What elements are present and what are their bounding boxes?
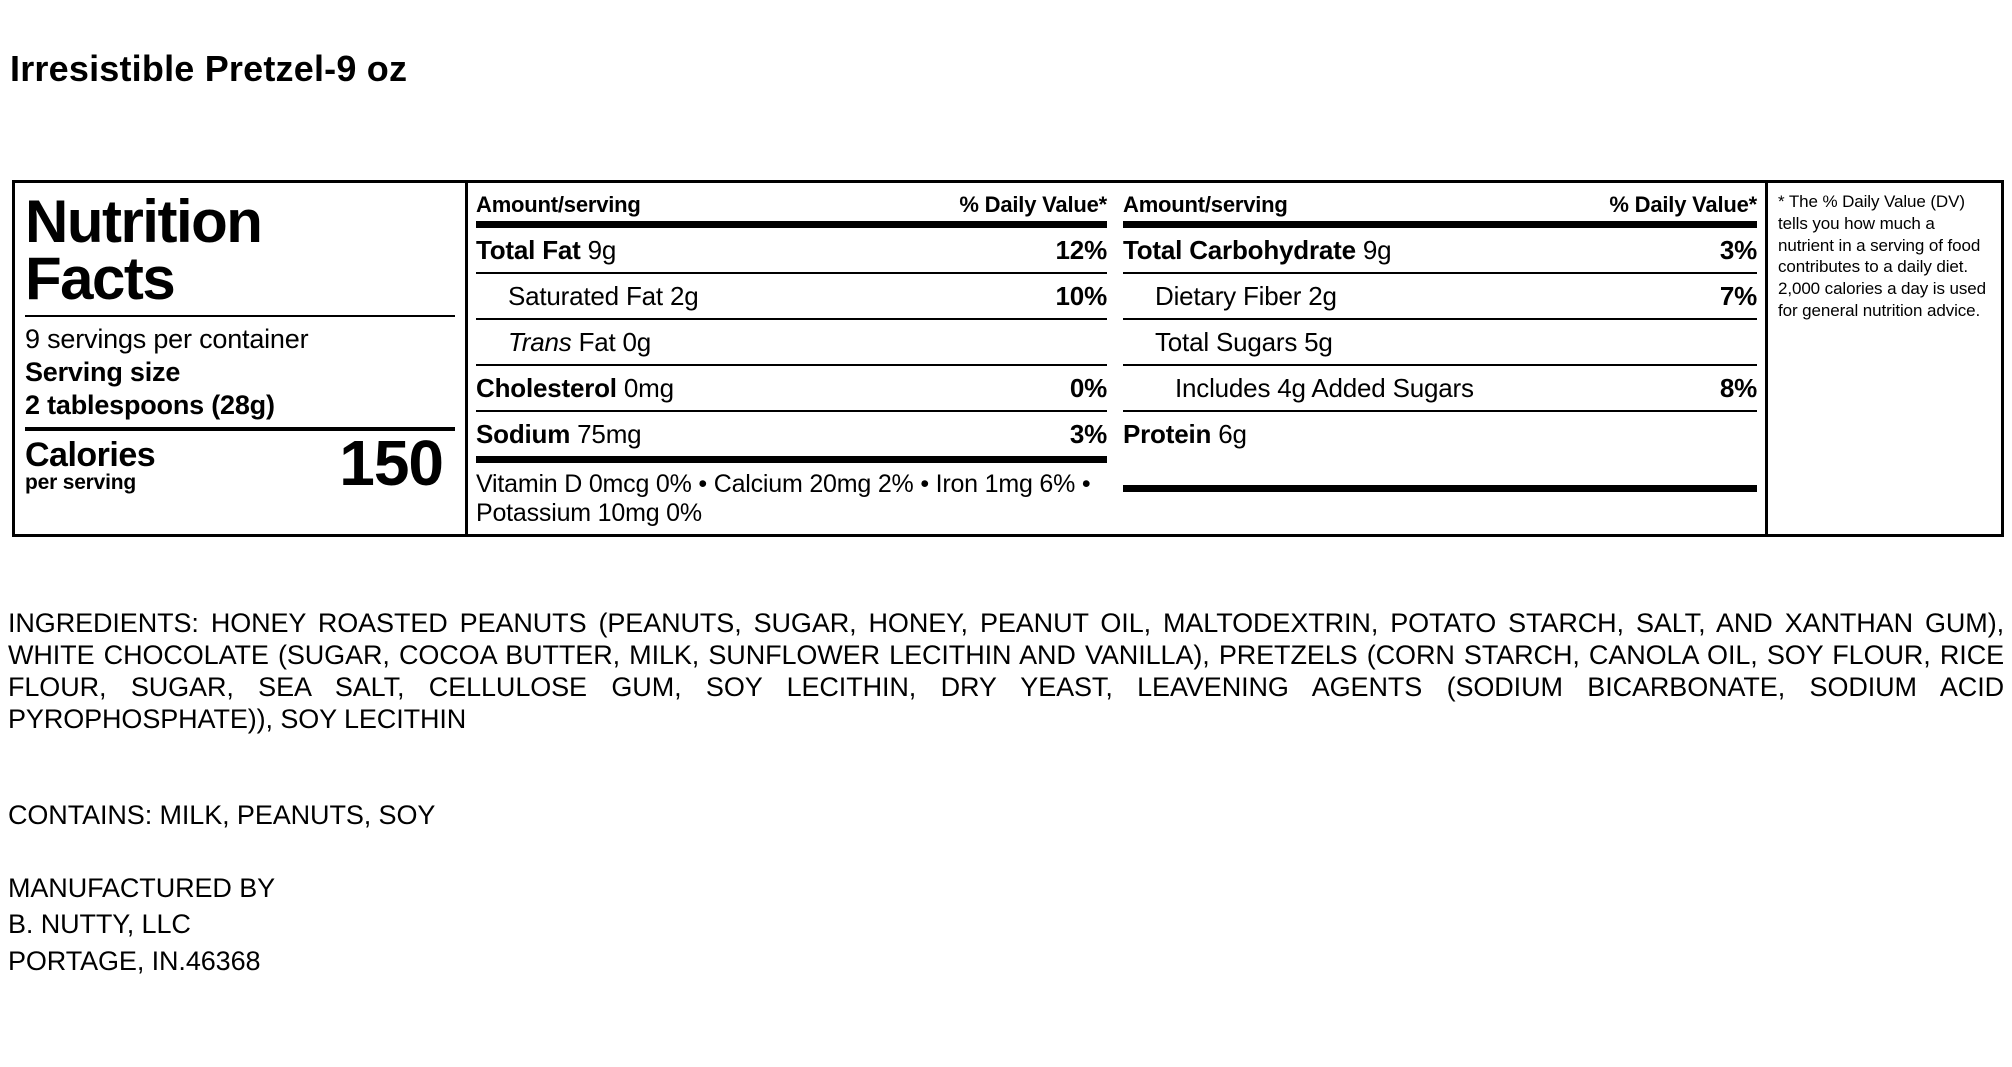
nutrient-dv-sodium: 3% bbox=[1069, 419, 1107, 449]
micronutrients-row-spacer bbox=[1123, 492, 1757, 530]
nutrient-dv-added-sugars: 8% bbox=[1719, 373, 1757, 403]
calories-row bbox=[25, 427, 455, 500]
nutrient-row-protein bbox=[1123, 412, 1757, 456]
daily-value-footnote: * The % Daily Value (DV) tells you how much a nutrient in a serving of food contributes to a daily diet. 2,000 calories a day is used for general nutrition advice. bbox=[1765, 183, 2001, 534]
nutrient-row-total-sugars bbox=[1123, 320, 1757, 364]
nutrient-row-added-sugars bbox=[1123, 366, 1757, 410]
nutrient-name-cholesterol: Cholesterol 0mg bbox=[476, 373, 674, 403]
nutrition-facts-heading bbox=[25, 188, 455, 312]
right-column-spacer bbox=[1123, 456, 1757, 485]
nutrient-column-right bbox=[1115, 183, 1765, 534]
divider-left-header bbox=[476, 221, 1107, 228]
nutrient-row-sodium bbox=[476, 412, 1107, 456]
nutrient-column-left-header bbox=[476, 189, 1107, 221]
manufacturer-block bbox=[8, 870, 275, 979]
nutrient-row-dietary-fiber bbox=[1123, 274, 1757, 318]
amount-per-serving-header-left: Amount/serving bbox=[476, 192, 641, 217]
nutrient-dv-saturated-fat: 10% bbox=[1055, 281, 1107, 311]
calories-label-sub: per serving bbox=[25, 470, 137, 494]
divider-under-heading bbox=[25, 315, 455, 317]
nutrient-row-saturated-fat bbox=[476, 274, 1107, 318]
nutrient-name-total-carbohydrate: Total Carbohydrate 9g bbox=[1123, 235, 1392, 265]
allergen-statement: CONTAINS: MILK, PEANUTS, SOY bbox=[8, 800, 436, 830]
daily-value-header-left: % Daily Value* bbox=[959, 192, 1107, 217]
manufacturer-line-2: B. NUTTY, LLC bbox=[8, 909, 191, 940]
calories-label-main: Calories bbox=[25, 435, 156, 474]
nutrition-facts-heading-line2: Facts bbox=[25, 245, 175, 312]
manufacturer-line-1: MANUFACTURED BY bbox=[8, 873, 276, 903]
divider-above-micros-right bbox=[1123, 485, 1757, 492]
nutrient-name-added-sugars: Includes 4g Added Sugars bbox=[1175, 373, 1474, 403]
nutrient-name-saturated-fat: Saturated Fat 2g bbox=[508, 281, 699, 311]
divider-right-header bbox=[1123, 221, 1757, 228]
nutrient-dv-dietary-fiber: 7% bbox=[1719, 281, 1757, 311]
nutrient-name-dietary-fiber: Dietary Fiber 2g bbox=[1155, 281, 1337, 311]
nutrient-row-total-carbohydrate bbox=[1123, 228, 1757, 272]
nutrient-name-protein: Protein 6g bbox=[1123, 419, 1247, 449]
divider-above-micros-left bbox=[476, 456, 1107, 463]
ingredients-text: INGREDIENTS: HONEY ROASTED PEANUTS (PEANUTS, SUGAR, HONEY, PEANUT OIL, MALTODEXTRIN, POTATO STARCH, SALT, AND XANTHAN GUM), WHITE CHOCOLATE (SUGAR, COCOA BUTTER, MILK, SUNFLOWER LECITHIN AND VANILLA), PRETZELS (CORN STARCH, CANOLA OIL, SOY FLOUR, RICE FLOUR, SUGAR, SEA SALT, CELLULOSE GUM, SOY LECITHIN, DRY YEAST, LEAVENING AGENTS (SODIUM BICARBONATE, SODIUM ACID PYROPHOSPHATE)), SOY LECITHIN bbox=[8, 608, 2004, 734]
page-title: Irresistible Pretzel-9 oz bbox=[10, 48, 408, 89]
manufacturer-line-3: PORTAGE, IN.46368 bbox=[8, 945, 261, 976]
daily-value-header-right: % Daily Value* bbox=[1609, 192, 1757, 217]
calories-value: 150 bbox=[339, 427, 443, 500]
nutrition-facts-panel bbox=[12, 180, 2004, 537]
nutrient-name-trans-fat: Trans Fat 0g bbox=[508, 327, 652, 357]
nutrient-dv-cholesterol: 0% bbox=[1069, 373, 1107, 403]
nutrient-name-sodium: Sodium 75mg bbox=[476, 419, 642, 449]
servings-per-container: 9 servings per container bbox=[25, 324, 309, 354]
nutrient-name-total-sugars: Total Sugars 5g bbox=[1155, 327, 1333, 357]
nutrient-dv-total-carbohydrate: 3% bbox=[1719, 235, 1757, 265]
amount-per-serving-header-right: Amount/serving bbox=[1123, 192, 1288, 217]
micronutrients-row: Vitamin D 0mcg 0% • Calcium 20mg 2% • Iron 1mg 6% • Potassium 10mg 0% bbox=[476, 470, 1091, 527]
nutrient-row-total-fat bbox=[476, 228, 1107, 272]
calories-label bbox=[25, 435, 156, 494]
nutrient-column-left bbox=[465, 183, 1115, 534]
nutrition-facts-heading-line1: Nutrition bbox=[25, 188, 262, 255]
nutrient-row-trans-fat bbox=[476, 320, 1107, 364]
serving-size-label: Serving size bbox=[25, 357, 181, 387]
nutrient-dv-total-fat: 12% bbox=[1055, 235, 1107, 265]
nutrition-summary-column bbox=[15, 183, 465, 534]
nutrient-row-cholesterol bbox=[476, 366, 1107, 410]
serving-size-value: 2 tablespoons (28g) bbox=[25, 390, 275, 421]
nutrient-column-right-header bbox=[1123, 189, 1757, 221]
nutrient-name-total-fat: Total Fat 9g bbox=[476, 235, 617, 265]
